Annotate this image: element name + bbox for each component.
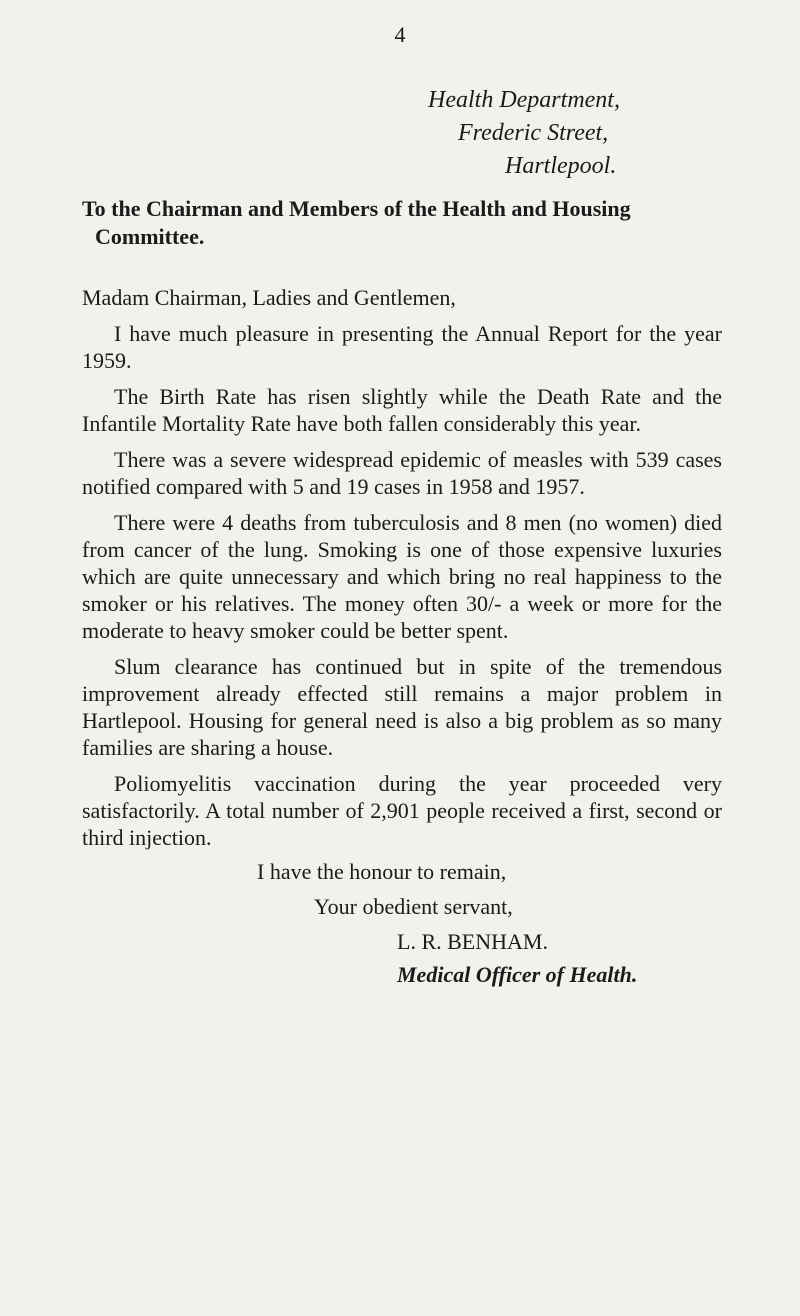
- address-line-street: Frederic Street,: [458, 120, 609, 146]
- addressee-heading: [82, 195, 722, 251]
- greeting: Madam Chairman, Ladies and Gentlemen,: [82, 285, 456, 310]
- closing-line-1: I have the honour to remain,: [257, 859, 507, 884]
- closing-line-2: Your obedient servant,: [314, 894, 513, 919]
- letter-body: [82, 272, 722, 860]
- paragraph-tuberculosis: There were 4 deaths from tuberculosis and 8 men (no women) died from cancer of the lung. Smoking is one of those expensive luxuries which are quite unnecessary and which bring no real happiness to the smoker or his relatives. The money often 30/- a week or more for the moderate to heavy smoker could be better spent.: [82, 510, 722, 643]
- paragraph-measles: There was a severe widespread epidemic of measles with 539 cases notified compared with 5 and 19 cases in 1958 and 1957.: [82, 447, 722, 499]
- paragraph-birth-rate: The Birth Rate has risen slightly while the Death Rate and the Infantile Mortality Rate have both fallen considerably this year.: [82, 384, 722, 436]
- address-line-department: Health Department,: [428, 87, 620, 113]
- page-number: 4: [394, 22, 406, 47]
- paragraph-annual-report: I have much pleasure in presenting the Annual Report for the year 1959.: [82, 321, 722, 373]
- addressee-line-2: Committee.: [95, 224, 205, 249]
- signatory-name: L. R. BENHAM.: [397, 929, 548, 954]
- paragraph-poliomyelitis: Poliomyelitis vaccination during the year proceeded very satisfactorily. A total number of 2,901 people received a first, second or third injection.: [82, 771, 722, 850]
- address-line-town: Hartlepool.: [505, 153, 617, 179]
- signatory-title: Medical Officer of Health.: [397, 962, 638, 987]
- paragraph-slum-clearance: Slum clearance has continued but in spite of the tremendous improvement already effected still remains a major problem in Hartlepool. Housing for general need is also a big problem as so many families are sharing a house.: [82, 654, 722, 760]
- addressee-line-1: To the Chairman and Members of the Health and Housing: [82, 196, 631, 221]
